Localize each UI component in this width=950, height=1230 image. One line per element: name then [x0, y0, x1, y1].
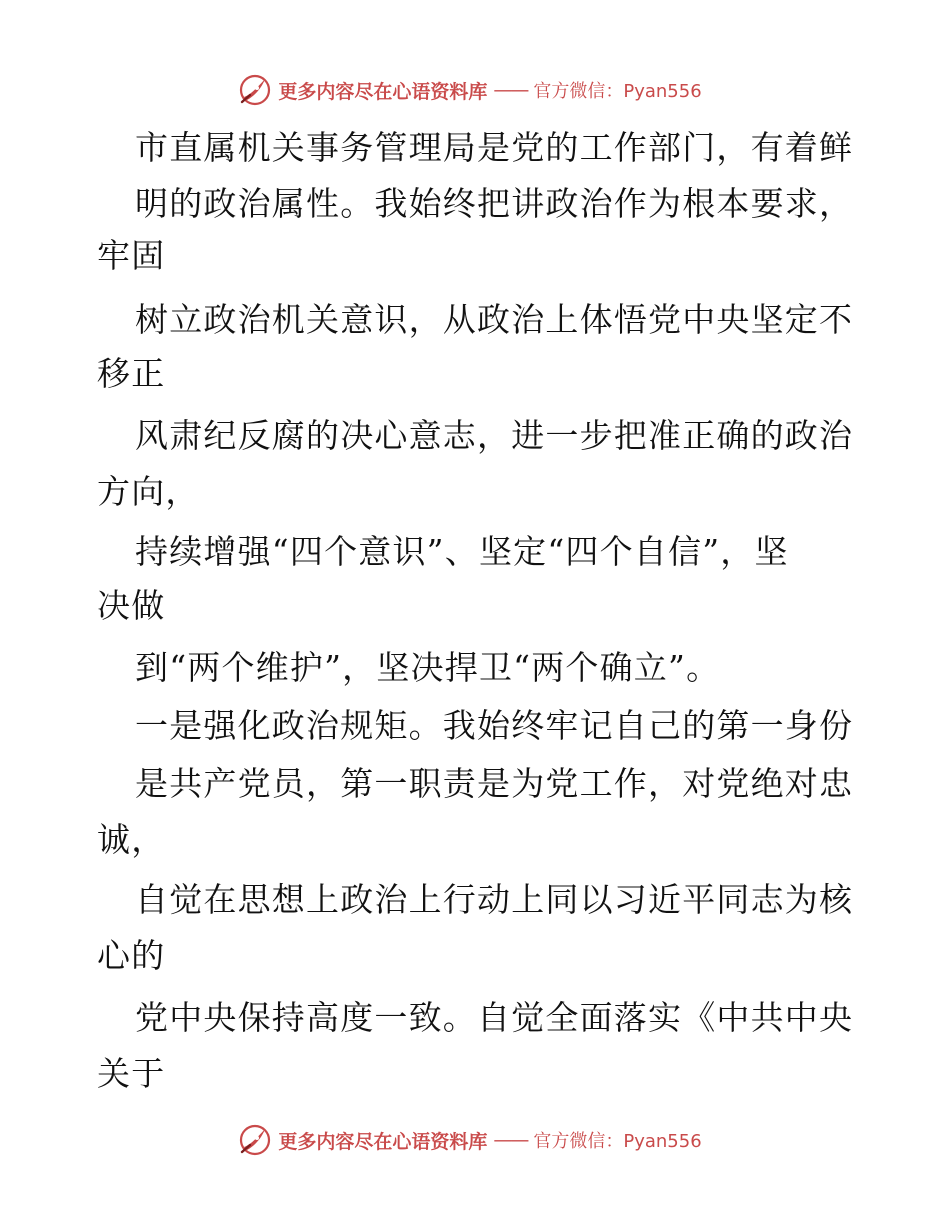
banner-separator: ——: [493, 79, 528, 101]
text-line: 诚，: [97, 820, 166, 859]
banner-brand-text: 更多内容尽在心语资料库: [278, 80, 488, 103]
banner-contact-text: 官方微信：Pyan556: [533, 1131, 702, 1152]
footer-banner: [0, 1120, 950, 1160]
text-line: 风肃纪反腐的决心意志，进一步把准正确的政治: [135, 416, 854, 455]
footer-banner-content: [238, 1123, 701, 1157]
text-line: 到“两个维护”，坚决捍卫“两个确立”。: [135, 648, 721, 687]
banner-brand-text: 更多内容尽在心语资料库: [278, 1130, 488, 1153]
text-line: 决做: [97, 586, 166, 625]
header-banner: [0, 70, 950, 110]
pen-nib-logo-icon: [238, 1123, 272, 1157]
text-line: 持续增强“四个意识”、坚定“四个自信”，坚: [135, 532, 789, 571]
text-line: 明的政治属性。我始终把讲政治作为根本要求，: [135, 184, 854, 223]
pen-nib-logo-icon: [238, 73, 272, 107]
text-line: 心的: [97, 936, 166, 975]
text-line: 移正: [97, 354, 166, 393]
text-line: 树立政治机关意识，从政治上体悟党中央坚定不: [135, 300, 854, 339]
text-line: 党中央保持高度一致。自觉全面落实《中共中央: [135, 998, 854, 1037]
banner-contact-text: 官方微信：Pyan556: [533, 81, 702, 102]
text-line: 方向，: [97, 472, 200, 511]
text-line: 是共产党员，第一职责是为党工作，对党绝对忠: [135, 764, 854, 803]
text-line: 关于: [97, 1054, 166, 1093]
banner-separator: ——: [493, 1129, 528, 1151]
text-line: 一是强化政治规矩。我始终牢记自己的第一身份: [135, 706, 854, 745]
header-banner-content: [238, 73, 701, 107]
text-line: 自觉在思想上政治上行动上同以习近平同志为核: [135, 880, 854, 919]
text-line: 牢固: [97, 236, 166, 275]
text-line: 市直属机关事务管理局是党的工作部门，有着鲜: [135, 128, 854, 167]
